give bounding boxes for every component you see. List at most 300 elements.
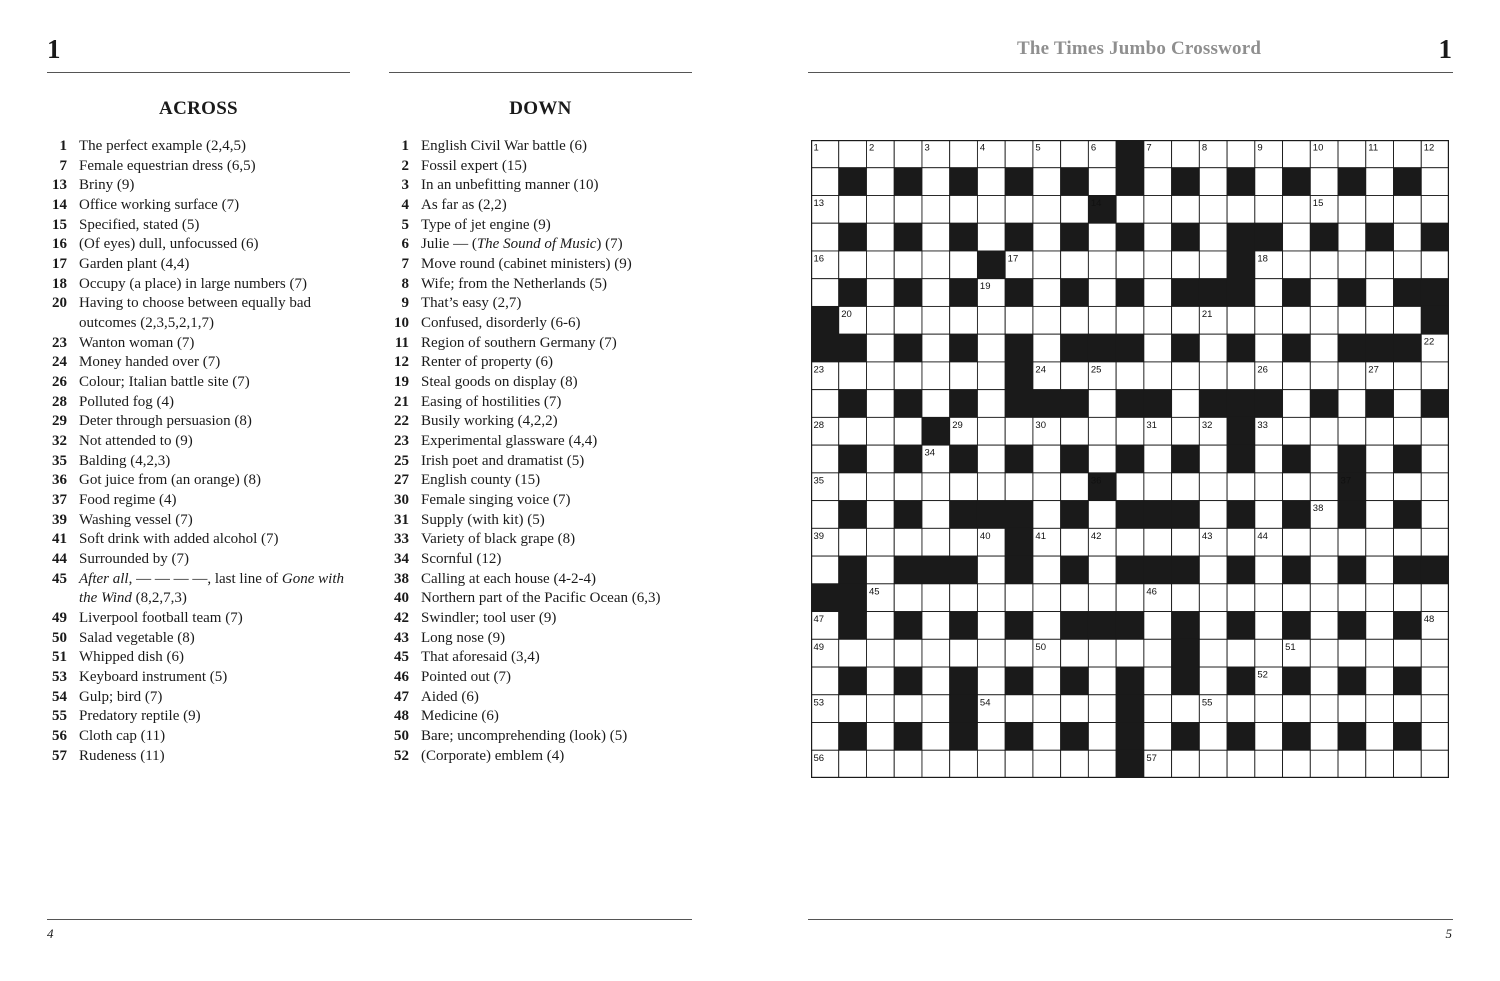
grid-cell[interactable] xyxy=(1005,584,1033,612)
grid-cell[interactable] xyxy=(1088,417,1116,445)
grid-cell[interactable] xyxy=(1310,306,1338,334)
grid-cell[interactable] xyxy=(866,362,894,390)
grid-cell[interactable] xyxy=(839,362,867,390)
grid-cell[interactable] xyxy=(866,695,894,723)
grid-cell[interactable] xyxy=(1310,723,1338,751)
grid-cell[interactable] xyxy=(1033,750,1061,778)
grid-cell[interactable] xyxy=(1394,362,1422,390)
grid-cell[interactable] xyxy=(1310,445,1338,473)
grid-cell[interactable] xyxy=(1199,362,1227,390)
grid-cell[interactable] xyxy=(922,223,950,251)
grid-cell[interactable] xyxy=(1310,473,1338,501)
grid-cell[interactable] xyxy=(1310,667,1338,695)
grid-cell[interactable] xyxy=(1033,223,1061,251)
grid-cell[interactable] xyxy=(1199,251,1227,279)
grid-cell[interactable] xyxy=(1088,223,1116,251)
grid-cell[interactable] xyxy=(1061,195,1089,223)
grid-cell[interactable] xyxy=(866,473,894,501)
grid-cell[interactable] xyxy=(1199,584,1227,612)
grid-cell[interactable] xyxy=(1061,473,1089,501)
grid-cell[interactable] xyxy=(1283,528,1311,556)
grid-cell[interactable] xyxy=(1199,612,1227,640)
grid-cell[interactable] xyxy=(1144,639,1172,667)
grid-cell[interactable] xyxy=(1421,695,1449,723)
grid-cell[interactable] xyxy=(1338,195,1366,223)
grid-cell[interactable] xyxy=(1033,612,1061,640)
grid-cell[interactable] xyxy=(977,667,1005,695)
grid-cell[interactable] xyxy=(1421,528,1449,556)
grid-cell[interactable] xyxy=(866,750,894,778)
grid-cell[interactable] xyxy=(811,223,839,251)
grid-cell[interactable] xyxy=(1033,251,1061,279)
grid-cell[interactable] xyxy=(839,695,867,723)
grid-cell[interactable] xyxy=(922,750,950,778)
grid-cell[interactable] xyxy=(950,251,978,279)
grid-cell[interactable] xyxy=(922,334,950,362)
grid-cell[interactable] xyxy=(894,639,922,667)
grid-cell[interactable] xyxy=(1172,695,1200,723)
grid-cell[interactable] xyxy=(1033,473,1061,501)
grid-cell[interactable] xyxy=(1421,501,1449,529)
grid-cell[interactable] xyxy=(977,750,1005,778)
grid-cell[interactable] xyxy=(1172,417,1200,445)
grid-cell[interactable] xyxy=(1338,639,1366,667)
grid-cell[interactable] xyxy=(950,639,978,667)
grid-cell[interactable] xyxy=(839,195,867,223)
grid-cell[interactable] xyxy=(1005,695,1033,723)
grid-cell[interactable] xyxy=(1283,584,1311,612)
grid-cell[interactable] xyxy=(1421,168,1449,196)
grid-cell[interactable] xyxy=(1061,140,1089,168)
grid-cell[interactable] xyxy=(1255,612,1283,640)
grid-cell[interactable] xyxy=(1255,639,1283,667)
grid-cell[interactable] xyxy=(1144,251,1172,279)
grid-cell[interactable] xyxy=(977,334,1005,362)
grid-cell[interactable] xyxy=(977,612,1005,640)
grid-cell[interactable] xyxy=(1338,306,1366,334)
grid-cell[interactable] xyxy=(1227,362,1255,390)
grid-cell[interactable] xyxy=(1310,556,1338,584)
grid-cell[interactable] xyxy=(1255,473,1283,501)
grid-cell[interactable] xyxy=(1283,306,1311,334)
grid-cell[interactable] xyxy=(1366,750,1394,778)
grid-cell[interactable] xyxy=(922,639,950,667)
grid-cell[interactable] xyxy=(1033,279,1061,307)
grid-cell[interactable] xyxy=(1199,750,1227,778)
grid-cell[interactable] xyxy=(1227,528,1255,556)
grid-cell[interactable] xyxy=(977,195,1005,223)
grid-cell[interactable] xyxy=(1366,639,1394,667)
grid-cell[interactable] xyxy=(1394,223,1422,251)
grid-cell[interactable] xyxy=(1144,528,1172,556)
grid-cell[interactable] xyxy=(866,445,894,473)
grid-cell[interactable] xyxy=(839,417,867,445)
grid-cell[interactable] xyxy=(1310,612,1338,640)
grid-cell[interactable] xyxy=(1366,667,1394,695)
grid-cell[interactable] xyxy=(866,223,894,251)
grid-cell[interactable] xyxy=(866,556,894,584)
grid-cell[interactable] xyxy=(977,584,1005,612)
grid-cell[interactable] xyxy=(1255,584,1283,612)
grid-cell[interactable] xyxy=(1144,473,1172,501)
grid-cell[interactable] xyxy=(1116,362,1144,390)
grid-cell[interactable] xyxy=(1061,251,1089,279)
grid-cell[interactable] xyxy=(1088,501,1116,529)
grid-cell[interactable] xyxy=(1283,417,1311,445)
grid-cell[interactable] xyxy=(1421,723,1449,751)
grid-cell[interactable] xyxy=(839,140,867,168)
grid-cell[interactable] xyxy=(1199,556,1227,584)
grid-cell[interactable] xyxy=(1338,362,1366,390)
grid-cell[interactable] xyxy=(1283,362,1311,390)
grid-cell[interactable] xyxy=(1033,334,1061,362)
grid-cell[interactable] xyxy=(1227,195,1255,223)
grid-cell[interactable] xyxy=(1366,195,1394,223)
grid-cell[interactable] xyxy=(811,279,839,307)
grid-cell[interactable] xyxy=(1144,695,1172,723)
grid-cell[interactable] xyxy=(1421,667,1449,695)
grid-cell[interactable] xyxy=(922,362,950,390)
grid-cell[interactable] xyxy=(1310,362,1338,390)
grid-cell[interactable] xyxy=(950,750,978,778)
grid-cell[interactable] xyxy=(1283,140,1311,168)
grid-cell[interactable] xyxy=(811,723,839,751)
grid-cell[interactable] xyxy=(1338,223,1366,251)
grid-cell[interactable] xyxy=(1005,417,1033,445)
grid-cell[interactable] xyxy=(1005,639,1033,667)
grid-cell[interactable] xyxy=(1144,223,1172,251)
grid-cell[interactable] xyxy=(839,251,867,279)
grid-cell[interactable] xyxy=(977,168,1005,196)
grid-cell[interactable] xyxy=(977,723,1005,751)
grid-cell[interactable] xyxy=(922,251,950,279)
grid-cell[interactable] xyxy=(1033,445,1061,473)
grid-cell[interactable] xyxy=(977,362,1005,390)
grid-cell[interactable] xyxy=(1366,612,1394,640)
grid-cell[interactable] xyxy=(922,528,950,556)
grid-cell[interactable] xyxy=(1394,390,1422,418)
grid-cell[interactable] xyxy=(1421,584,1449,612)
grid-cell[interactable] xyxy=(977,445,1005,473)
grid-cell[interactable] xyxy=(1088,639,1116,667)
grid-cell[interactable] xyxy=(1255,195,1283,223)
grid-cell[interactable] xyxy=(866,417,894,445)
grid-cell[interactable] xyxy=(977,417,1005,445)
grid-cell[interactable] xyxy=(922,390,950,418)
grid-cell[interactable] xyxy=(1255,750,1283,778)
grid-cell[interactable] xyxy=(1033,195,1061,223)
grid-cell[interactable] xyxy=(1061,750,1089,778)
grid-cell[interactable] xyxy=(1394,695,1422,723)
grid-cell[interactable] xyxy=(1144,195,1172,223)
grid-cell[interactable] xyxy=(922,723,950,751)
grid-cell[interactable] xyxy=(1310,168,1338,196)
grid-cell[interactable] xyxy=(1394,584,1422,612)
grid-cell[interactable] xyxy=(1338,417,1366,445)
grid-cell[interactable] xyxy=(950,362,978,390)
grid-cell[interactable] xyxy=(894,362,922,390)
grid-cell[interactable] xyxy=(1421,473,1449,501)
grid-cell[interactable] xyxy=(1172,528,1200,556)
grid-cell[interactable] xyxy=(1283,473,1311,501)
grid-cell[interactable] xyxy=(1227,140,1255,168)
grid-cell[interactable] xyxy=(1366,695,1394,723)
grid-cell[interactable] xyxy=(922,584,950,612)
grid-cell[interactable] xyxy=(1172,473,1200,501)
grid-cell[interactable] xyxy=(1199,667,1227,695)
grid-cell[interactable] xyxy=(1088,168,1116,196)
grid-cell[interactable] xyxy=(1172,390,1200,418)
grid-cell[interactable] xyxy=(1394,140,1422,168)
grid-cell[interactable] xyxy=(1005,195,1033,223)
grid-cell[interactable] xyxy=(1255,168,1283,196)
grid-cell[interactable] xyxy=(1005,750,1033,778)
grid-cell[interactable] xyxy=(1005,473,1033,501)
grid-cell[interactable] xyxy=(1199,445,1227,473)
grid-cell[interactable] xyxy=(866,334,894,362)
grid-cell[interactable] xyxy=(1421,750,1449,778)
grid-cell[interactable] xyxy=(1088,556,1116,584)
grid-cell[interactable] xyxy=(1255,695,1283,723)
grid-cell[interactable] xyxy=(1227,695,1255,723)
grid-cell[interactable] xyxy=(977,223,1005,251)
grid-cell[interactable] xyxy=(922,501,950,529)
grid-cell[interactable] xyxy=(977,390,1005,418)
grid-cell[interactable] xyxy=(894,584,922,612)
grid-cell[interactable] xyxy=(866,723,894,751)
grid-cell[interactable] xyxy=(950,306,978,334)
grid-cell[interactable] xyxy=(894,750,922,778)
grid-cell[interactable] xyxy=(1033,584,1061,612)
grid-cell[interactable] xyxy=(1421,639,1449,667)
grid-cell[interactable] xyxy=(1310,750,1338,778)
grid-cell[interactable] xyxy=(1088,723,1116,751)
grid-cell[interactable] xyxy=(922,279,950,307)
grid-cell[interactable] xyxy=(1033,695,1061,723)
grid-cell[interactable] xyxy=(922,195,950,223)
grid-cell[interactable] xyxy=(1227,306,1255,334)
grid-cell[interactable] xyxy=(811,390,839,418)
grid-cell[interactable] xyxy=(1061,584,1089,612)
grid-cell[interactable] xyxy=(1338,528,1366,556)
grid-cell[interactable] xyxy=(922,695,950,723)
grid-cell[interactable] xyxy=(1310,584,1338,612)
grid-cell[interactable] xyxy=(1255,306,1283,334)
grid-cell[interactable] xyxy=(1144,612,1172,640)
grid-cell[interactable] xyxy=(894,306,922,334)
grid-cell[interactable] xyxy=(950,528,978,556)
grid-cell[interactable] xyxy=(1227,750,1255,778)
grid-cell[interactable] xyxy=(866,390,894,418)
grid-cell[interactable] xyxy=(1338,140,1366,168)
grid-cell[interactable] xyxy=(1199,723,1227,751)
grid-cell[interactable] xyxy=(811,445,839,473)
grid-cell[interactable] xyxy=(950,195,978,223)
grid-cell[interactable] xyxy=(922,473,950,501)
grid-cell[interactable] xyxy=(1033,501,1061,529)
grid-cell[interactable] xyxy=(1116,195,1144,223)
grid-cell[interactable] xyxy=(1394,639,1422,667)
grid-cell[interactable] xyxy=(1088,584,1116,612)
grid-cell[interactable] xyxy=(894,140,922,168)
grid-cell[interactable] xyxy=(811,501,839,529)
grid-cell[interactable] xyxy=(1421,195,1449,223)
grid-cell[interactable] xyxy=(1394,473,1422,501)
grid-cell[interactable] xyxy=(1366,251,1394,279)
grid-cell[interactable] xyxy=(1061,528,1089,556)
grid-cell[interactable] xyxy=(1061,417,1089,445)
grid-cell[interactable] xyxy=(1366,556,1394,584)
grid-cell[interactable] xyxy=(1061,695,1089,723)
grid-cell[interactable] xyxy=(1144,445,1172,473)
grid-cell[interactable] xyxy=(1144,334,1172,362)
grid-cell[interactable] xyxy=(1421,445,1449,473)
grid-cell[interactable] xyxy=(922,168,950,196)
grid-cell[interactable] xyxy=(922,612,950,640)
grid-cell[interactable] xyxy=(1283,195,1311,223)
grid-cell[interactable] xyxy=(1366,584,1394,612)
grid-cell[interactable] xyxy=(839,473,867,501)
grid-cell[interactable] xyxy=(1394,750,1422,778)
grid-cell[interactable] xyxy=(950,140,978,168)
grid-cell[interactable] xyxy=(1033,556,1061,584)
grid-cell[interactable] xyxy=(894,528,922,556)
grid-cell[interactable] xyxy=(866,667,894,695)
grid-cell[interactable] xyxy=(894,417,922,445)
grid-cell[interactable] xyxy=(1088,750,1116,778)
grid-cell[interactable] xyxy=(1366,168,1394,196)
grid-cell[interactable] xyxy=(1310,279,1338,307)
grid-cell[interactable] xyxy=(894,473,922,501)
grid-cell[interactable] xyxy=(894,195,922,223)
grid-cell[interactable] xyxy=(1172,362,1200,390)
grid-cell[interactable] xyxy=(1088,695,1116,723)
grid-cell[interactable] xyxy=(1394,528,1422,556)
grid-cell[interactable] xyxy=(894,251,922,279)
grid-cell[interactable] xyxy=(1366,723,1394,751)
grid-cell[interactable] xyxy=(1144,279,1172,307)
grid-cell[interactable] xyxy=(1338,390,1366,418)
grid-cell[interactable] xyxy=(1283,251,1311,279)
grid-cell[interactable] xyxy=(1283,223,1311,251)
grid-cell[interactable] xyxy=(1088,390,1116,418)
grid-cell[interactable] xyxy=(866,612,894,640)
grid-cell[interactable] xyxy=(1255,334,1283,362)
grid-cell[interactable] xyxy=(1310,695,1338,723)
grid-cell[interactable] xyxy=(811,667,839,695)
grid-cell[interactable] xyxy=(1116,584,1144,612)
grid-cell[interactable] xyxy=(1421,417,1449,445)
grid-cell[interactable] xyxy=(1144,168,1172,196)
grid-cell[interactable] xyxy=(1338,750,1366,778)
grid-cell[interactable] xyxy=(1310,251,1338,279)
grid-cell[interactable] xyxy=(1005,140,1033,168)
grid-cell[interactable] xyxy=(922,306,950,334)
grid-cell[interactable] xyxy=(1033,667,1061,695)
grid-cell[interactable] xyxy=(1199,501,1227,529)
grid-cell[interactable] xyxy=(1310,528,1338,556)
grid-cell[interactable] xyxy=(1033,168,1061,196)
grid-cell[interactable] xyxy=(1227,639,1255,667)
grid-cell[interactable] xyxy=(1172,750,1200,778)
grid-cell[interactable] xyxy=(1255,723,1283,751)
grid-cell[interactable] xyxy=(1255,445,1283,473)
grid-cell[interactable] xyxy=(1088,667,1116,695)
grid-cell[interactable] xyxy=(839,639,867,667)
grid-cell[interactable] xyxy=(1338,695,1366,723)
grid-cell[interactable] xyxy=(1255,501,1283,529)
grid-cell[interactable] xyxy=(1088,251,1116,279)
grid-cell[interactable] xyxy=(1227,584,1255,612)
grid-cell[interactable] xyxy=(1061,639,1089,667)
grid-cell[interactable] xyxy=(1172,584,1200,612)
grid-cell[interactable] xyxy=(1033,306,1061,334)
grid-cell[interactable] xyxy=(1366,306,1394,334)
grid-cell[interactable] xyxy=(1088,279,1116,307)
grid-cell[interactable] xyxy=(1283,750,1311,778)
grid-cell[interactable] xyxy=(1116,639,1144,667)
grid-cell[interactable] xyxy=(1116,528,1144,556)
grid-cell[interactable] xyxy=(1283,390,1311,418)
grid-cell[interactable] xyxy=(1172,195,1200,223)
grid-cell[interactable] xyxy=(1144,306,1172,334)
grid-cell[interactable] xyxy=(866,639,894,667)
grid-cell[interactable] xyxy=(922,667,950,695)
grid-cell[interactable] xyxy=(1366,445,1394,473)
grid-cell[interactable] xyxy=(950,584,978,612)
grid-cell[interactable] xyxy=(1061,362,1089,390)
grid-cell[interactable] xyxy=(1366,501,1394,529)
grid-cell[interactable] xyxy=(1227,473,1255,501)
grid-cell[interactable] xyxy=(811,556,839,584)
grid-cell[interactable] xyxy=(1421,362,1449,390)
grid-cell[interactable] xyxy=(894,695,922,723)
grid-cell[interactable] xyxy=(1394,251,1422,279)
grid-cell[interactable] xyxy=(811,168,839,196)
grid-cell[interactable] xyxy=(1394,417,1422,445)
grid-cell[interactable] xyxy=(1116,251,1144,279)
grid-cell[interactable] xyxy=(1172,140,1200,168)
grid-cell[interactable] xyxy=(1366,417,1394,445)
grid-cell[interactable] xyxy=(1310,417,1338,445)
grid-cell[interactable] xyxy=(1061,306,1089,334)
grid-cell[interactable] xyxy=(866,195,894,223)
grid-cell[interactable] xyxy=(1199,473,1227,501)
grid-cell[interactable] xyxy=(866,528,894,556)
grid-cell[interactable] xyxy=(866,251,894,279)
grid-cell[interactable] xyxy=(1421,251,1449,279)
grid-cell[interactable] xyxy=(1172,251,1200,279)
grid-cell[interactable] xyxy=(839,750,867,778)
grid-cell[interactable] xyxy=(1199,223,1227,251)
grid-cell[interactable] xyxy=(866,501,894,529)
grid-cell[interactable] xyxy=(839,528,867,556)
grid-cell[interactable] xyxy=(950,473,978,501)
grid-cell[interactable] xyxy=(1366,528,1394,556)
grid-cell[interactable] xyxy=(1255,279,1283,307)
grid-cell[interactable] xyxy=(1338,584,1366,612)
grid-cell[interactable] xyxy=(1005,306,1033,334)
grid-cell[interactable] xyxy=(977,556,1005,584)
grid-cell[interactable] xyxy=(1116,473,1144,501)
grid-cell[interactable] xyxy=(1116,306,1144,334)
grid-cell[interactable] xyxy=(1088,306,1116,334)
grid-cell[interactable] xyxy=(1199,334,1227,362)
grid-cell[interactable] xyxy=(1033,723,1061,751)
grid-cell[interactable] xyxy=(866,279,894,307)
grid-cell[interactable] xyxy=(1172,306,1200,334)
grid-cell[interactable] xyxy=(1283,695,1311,723)
